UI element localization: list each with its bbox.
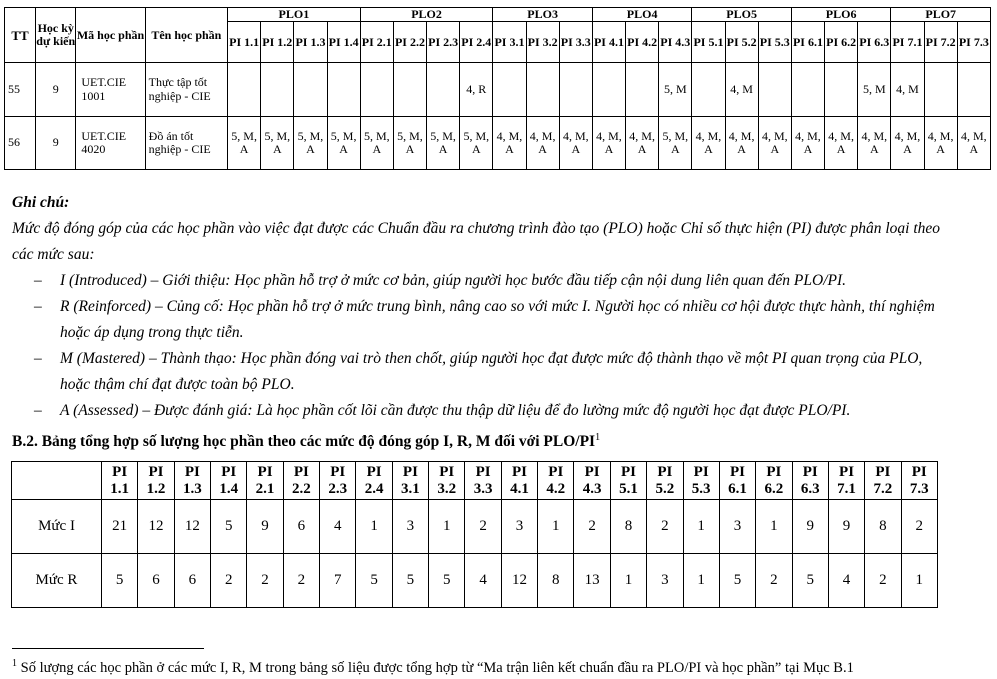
header-tt: TT xyxy=(5,8,36,63)
summary-cell: 3 xyxy=(392,500,428,554)
summary-col-header: PI 6.2 xyxy=(756,462,792,500)
summary-col-header: PI 2.3 xyxy=(320,462,356,500)
summary-row xyxy=(12,500,938,554)
matrix-cell: 5, M xyxy=(858,63,891,117)
summary-col-header: PI 6.3 xyxy=(792,462,828,500)
header-semester: Học kỳ dự kiến xyxy=(36,8,76,63)
matrix-cell xyxy=(626,63,659,117)
header-pi: PI 7.1 xyxy=(891,22,924,63)
bullet-dash: – xyxy=(34,298,42,315)
summary-cell: 12 xyxy=(138,500,174,554)
header-pi: PI 1.4 xyxy=(327,22,360,63)
notes-item xyxy=(12,346,952,398)
summary-col-header: PI 5.1 xyxy=(610,462,646,500)
section-title xyxy=(12,432,600,451)
matrix-cell xyxy=(493,63,526,117)
summary-cell: 1 xyxy=(610,554,646,608)
summary-cell: 9 xyxy=(792,500,828,554)
matrix-cell: 4, M, A xyxy=(791,117,824,170)
summary-cell: 9 xyxy=(247,500,283,554)
header-plo: PLO2 xyxy=(360,8,493,22)
summary-cell: 12 xyxy=(501,554,537,608)
course-name: Đồ án tốt nghiệp - CIE xyxy=(145,117,227,170)
notes-list xyxy=(12,268,952,424)
matrix-cell: 4, M, A xyxy=(526,117,559,170)
header-pi: PI 5.3 xyxy=(758,22,791,63)
header-pi: PI 4.2 xyxy=(626,22,659,63)
matrix-cell: 4, M, A xyxy=(725,117,758,170)
matrix-cell xyxy=(294,63,327,117)
footnote-divider xyxy=(12,648,204,649)
summary-cell: 2 xyxy=(465,500,501,554)
summary-cell: 8 xyxy=(865,500,901,554)
matrix-cell: 4, R xyxy=(460,63,493,117)
summary-col-header: PI 4.2 xyxy=(538,462,574,500)
summary-cell: 7 xyxy=(320,554,356,608)
summary-cell: 2 xyxy=(647,500,683,554)
matrix-cell xyxy=(228,63,261,117)
summary-cell: 6 xyxy=(174,554,210,608)
header-name: Tên học phần xyxy=(145,8,227,63)
course-row xyxy=(5,117,991,170)
header-plo: PLO7 xyxy=(891,8,991,22)
summary-cell: 9 xyxy=(828,500,864,554)
header-plo: PLO3 xyxy=(493,8,593,22)
summary-cell: 2 xyxy=(574,500,610,554)
header-pi: PI 7.2 xyxy=(924,22,957,63)
course-semester: 9 xyxy=(36,63,76,117)
summary-cell: 1 xyxy=(429,500,465,554)
summary-col-header: PI 7.2 xyxy=(865,462,901,500)
matrix-cell: 5, M, A xyxy=(460,117,493,170)
matrix-cell xyxy=(393,63,426,117)
header-pi: PI 7.3 xyxy=(957,22,990,63)
footnote xyxy=(12,658,854,677)
summary-cell: 21 xyxy=(102,500,138,554)
notes-item xyxy=(12,268,952,294)
summary-cell: 2 xyxy=(901,500,937,554)
notes-item-text: A (Assessed) – Được đánh giá: Là học phần cốt lõi cần được thu thập dữ liệu để đo lường mức độ người học đạt được PLO/PI. xyxy=(60,402,851,419)
summary-cell: 4 xyxy=(320,500,356,554)
header-pi: PI 6.2 xyxy=(825,22,858,63)
summary-col-header: PI 5.2 xyxy=(647,462,683,500)
header-pi: PI 4.1 xyxy=(592,22,625,63)
notes-item-text: I (Introduced) – Giới thiệu: Học phần hỗ trợ ở mức cơ bản, giúp người học bước đầu tiếp cận nội dung liên quan đến PLO/PI. xyxy=(60,272,847,289)
summary-cell: 1 xyxy=(683,554,719,608)
summary-col-header: PI 2.1 xyxy=(247,462,283,500)
footnote-ref: 1 xyxy=(595,432,601,443)
matrix-cell: 4, M xyxy=(725,63,758,117)
summary-cell: 5 xyxy=(356,554,392,608)
notes-item xyxy=(12,398,952,424)
notes-intro: Mức độ đóng góp của các học phần vào việc đạt được các Chuẩn đầu ra chương trình đào tạo (PLO) hoặc Chỉ số thực hiện (PI) được phân loại theo các mức sau: xyxy=(12,220,941,263)
header-pi: PI 2.2 xyxy=(393,22,426,63)
matrix-cell xyxy=(592,63,625,117)
matrix-cell xyxy=(327,63,360,117)
summary-col-header: PI 2.4 xyxy=(356,462,392,500)
header-pi: PI 6.1 xyxy=(791,22,824,63)
header-pi: PI 6.3 xyxy=(858,22,891,63)
matrix-cell: 4, M, A xyxy=(825,117,858,170)
summary-col-header: PI 4.3 xyxy=(574,462,610,500)
matrix-cell: 4, M, A xyxy=(758,117,791,170)
summary-col-header: PI 1.3 xyxy=(174,462,210,500)
header-code: Mã học phần xyxy=(76,8,145,63)
summary-col-header: PI 4.1 xyxy=(501,462,537,500)
plo-matrix-table xyxy=(4,7,991,170)
matrix-cell xyxy=(924,63,957,117)
summary-row xyxy=(12,554,938,608)
summary-cell: 2 xyxy=(283,554,319,608)
summary-cell: 4 xyxy=(828,554,864,608)
header-pi: PI 3.3 xyxy=(559,22,592,63)
summary-cell: 13 xyxy=(574,554,610,608)
matrix-cell: 4, M, A xyxy=(891,117,924,170)
summary-cell: 2 xyxy=(247,554,283,608)
matrix-cell xyxy=(360,63,393,117)
summary-cell: 5 xyxy=(792,554,828,608)
summary-cell: 1 xyxy=(683,500,719,554)
course-row xyxy=(5,63,991,117)
header-pi: PI 1.3 xyxy=(294,22,327,63)
header-plo: PLO4 xyxy=(592,8,692,22)
course-tt: 55 xyxy=(5,63,36,117)
summary-col-header: PI 2.2 xyxy=(283,462,319,500)
summary-cell: 2 xyxy=(756,554,792,608)
summary-col-header: PI 3.3 xyxy=(465,462,501,500)
summary-cell: 1 xyxy=(356,500,392,554)
header-pi: PI 1.1 xyxy=(228,22,261,63)
course-tt: 56 xyxy=(5,117,36,170)
bullet-dash: – xyxy=(34,350,42,367)
notes-item-text: M (Mastered) – Thành thạo: Học phần đóng vai trò then chốt, giúp người học đạt được mức độ thành thạo về một PI quan trọng của PLO, hoặc thậm chí đạt được toàn bộ PLO. xyxy=(60,350,923,393)
summary-row-label: Mức R xyxy=(12,554,102,608)
summary-cell: 2 xyxy=(211,554,247,608)
matrix-cell: 5, M, A xyxy=(659,117,692,170)
summary-cell: 5 xyxy=(102,554,138,608)
matrix-cell: 5, M, A xyxy=(294,117,327,170)
matrix-cell xyxy=(957,63,990,117)
summary-cell: 1 xyxy=(901,554,937,608)
matrix-cell: 4, M, A xyxy=(858,117,891,170)
course-code: UET.CIE 1001 xyxy=(76,63,145,117)
summary-cell: 8 xyxy=(610,500,646,554)
summary-cell: 3 xyxy=(719,500,755,554)
matrix-cell xyxy=(692,63,725,117)
footnote-text: Số lượng các học phần ở các mức I, R, M trong bảng số liệu được tổng hợp từ “Ma trận liên kết chuẩn đầu ra PLO/PI và học phần” tại Mục B.1 xyxy=(17,659,854,676)
header-pi: PI 5.2 xyxy=(725,22,758,63)
header-pi: PI 3.2 xyxy=(526,22,559,63)
summary-cell: 6 xyxy=(283,500,319,554)
summary-cell: 5 xyxy=(392,554,428,608)
header-pi: PI 2.1 xyxy=(360,22,393,63)
header-plo: PLO6 xyxy=(791,8,891,22)
matrix-cell: 4, M, A xyxy=(957,117,990,170)
matrix-cell: 4, M, A xyxy=(924,117,957,170)
summary-col-header: PI 3.1 xyxy=(392,462,428,500)
summary-col-header: PI 1.4 xyxy=(211,462,247,500)
matrix-cell: 5, M, A xyxy=(393,117,426,170)
plo-header-row xyxy=(5,8,991,22)
matrix-cell: 4, M, A xyxy=(493,117,526,170)
matrix-cell xyxy=(559,63,592,117)
course-semester: 9 xyxy=(36,117,76,170)
header-pi: PI 5.1 xyxy=(692,22,725,63)
matrix-cell: 5, M xyxy=(659,63,692,117)
matrix-cell xyxy=(427,63,460,117)
summary-col-header: PI 1.1 xyxy=(102,462,138,500)
summary-cell: 4 xyxy=(465,554,501,608)
section-title-text: B.2. Bảng tổng hợp số lượng học phần theo các mức độ đóng góp I, R, M đối với PLO/PI xyxy=(12,433,596,451)
notes-item-text: R (Reinforced) – Củng cố: Học phần hỗ trợ ở mức trung bình, nâng cao so với mức I. Người học có nhiều cơ hội được thực hành, thí nghiệm hoặc áp dụng trong thực tiễn. xyxy=(60,298,935,341)
summary-corner xyxy=(12,462,102,500)
matrix-cell xyxy=(758,63,791,117)
summary-cell: 5 xyxy=(719,554,755,608)
footnote-number: 1 xyxy=(12,658,17,669)
notes-title: Ghi chú: xyxy=(12,194,70,211)
header-pi: PI 1.2 xyxy=(261,22,294,63)
bullet-dash: – xyxy=(34,402,42,419)
notes-item xyxy=(12,294,952,346)
summary-cell: 2 xyxy=(865,554,901,608)
summary-cell: 8 xyxy=(538,554,574,608)
summary-header-row xyxy=(12,462,938,500)
matrix-cell: 5, M, A xyxy=(360,117,393,170)
matrix-cell: 5, M, A xyxy=(228,117,261,170)
matrix-cell xyxy=(825,63,858,117)
matrix-cell: 4, M xyxy=(891,63,924,117)
matrix-cell: 5, M, A xyxy=(327,117,360,170)
summary-cell: 1 xyxy=(756,500,792,554)
header-plo: PLO1 xyxy=(228,8,361,22)
header-pi: PI 4.3 xyxy=(659,22,692,63)
summary-cell: 3 xyxy=(501,500,537,554)
course-name: Thực tập tốt nghiệp - CIE xyxy=(145,63,227,117)
matrix-cell: 4, M, A xyxy=(626,117,659,170)
summary-cell: 3 xyxy=(647,554,683,608)
summary-cell: 5 xyxy=(429,554,465,608)
summary-col-header: PI 7.1 xyxy=(828,462,864,500)
summary-row-label: Mức I xyxy=(12,500,102,554)
matrix-cell xyxy=(791,63,824,117)
header-plo: PLO5 xyxy=(692,8,792,22)
matrix-cell: 4, M, A xyxy=(692,117,725,170)
summary-col-header: PI 3.2 xyxy=(429,462,465,500)
summary-col-header: PI 1.2 xyxy=(138,462,174,500)
summary-cell: 6 xyxy=(138,554,174,608)
header-pi: PI 2.4 xyxy=(460,22,493,63)
summary-table xyxy=(11,461,938,608)
matrix-cell xyxy=(261,63,294,117)
notes-section xyxy=(12,190,952,424)
course-code: UET.CIE 4020 xyxy=(76,117,145,170)
matrix-cell: 5, M, A xyxy=(427,117,460,170)
summary-cell: 12 xyxy=(174,500,210,554)
summary-col-header: PI 7.3 xyxy=(901,462,937,500)
summary-col-header: PI 6.1 xyxy=(719,462,755,500)
matrix-cell: 4, M, A xyxy=(592,117,625,170)
matrix-cell: 5, M, A xyxy=(261,117,294,170)
summary-cell: 1 xyxy=(538,500,574,554)
summary-col-header: PI 5.3 xyxy=(683,462,719,500)
matrix-cell xyxy=(526,63,559,117)
header-pi: PI 3.1 xyxy=(493,22,526,63)
matrix-cell: 4, M, A xyxy=(559,117,592,170)
bullet-dash: – xyxy=(34,272,42,289)
summary-cell: 5 xyxy=(211,500,247,554)
header-pi: PI 2.3 xyxy=(427,22,460,63)
